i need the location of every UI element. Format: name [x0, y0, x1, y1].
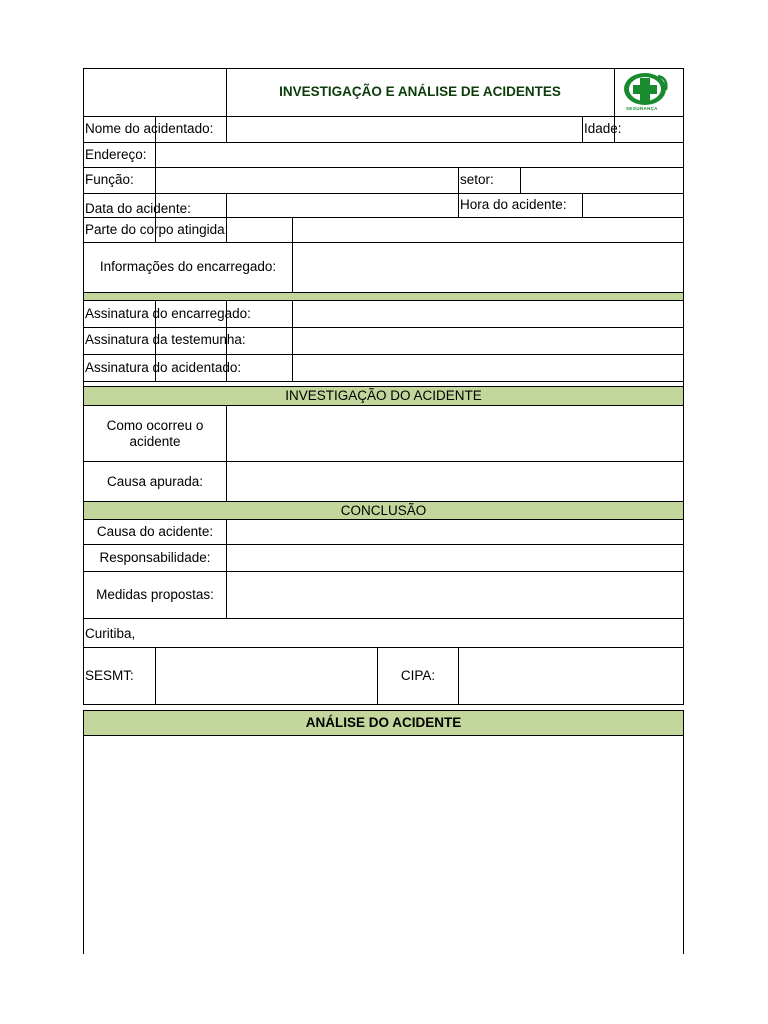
responsabilidade-field[interactable] [227, 545, 683, 571]
label-assinatura-testemunha: Assinatura da testemunha: [85, 332, 246, 347]
assinatura-testemunha-field[interactable] [293, 328, 683, 354]
label-info-encarregado: Informações do encarregado: [99, 259, 277, 274]
sesmt-field[interactable] [156, 648, 377, 704]
label-idade: Idade: [584, 121, 622, 136]
funcao-field[interactable] [156, 168, 458, 192]
causa-apurada-field[interactable] [227, 462, 683, 501]
label-funcao: Função: [85, 172, 134, 187]
cipa-field[interactable] [459, 648, 683, 704]
idade-field[interactable] [615, 117, 683, 141]
label-parte-corpo: Parte do corpo atingida: [85, 222, 229, 237]
parte-corpo-field[interactable] [293, 218, 683, 241]
label-como-ocorreu: Como ocorreu o acidente [106, 418, 204, 449]
logo [620, 70, 676, 114]
conclusao-heading: CONCLUSÃO [340, 503, 427, 518]
medidas-field[interactable] [227, 572, 683, 618]
data-field[interactable] [227, 194, 458, 216]
label-responsabilidade: Responsabilidade: [99, 550, 211, 565]
nome-field[interactable] [227, 117, 582, 141]
local-data-field[interactable] [140, 619, 683, 647]
page-title: INVESTIGAÇÃO E ANÁLISE DE ACIDENTES [279, 84, 561, 99]
assinatura-acidentado-field[interactable] [293, 355, 683, 381]
label-data: Data do acidente: [85, 201, 191, 216]
assinatura-encarregado-field[interactable] [293, 301, 683, 327]
logo-text: SEGURANÇA [626, 106, 658, 111]
investigacao-heading: INVESTIGAÇÃO DO ACIDENTE [285, 388, 482, 403]
label-causa-apurada: Causa apurada: [106, 474, 204, 489]
label-assinatura-acidentado: Assinatura do acidentado: [85, 360, 242, 375]
setor-field[interactable] [521, 168, 683, 192]
label-sesmt: SESMT: [85, 668, 134, 683]
label-cipa: CIPA: [400, 668, 436, 683]
label-medidas: Medidas propostas: [96, 587, 214, 602]
como-ocorreu-field[interactable] [227, 406, 683, 461]
analise-heading: ANÁLISE DO ACIDENTE [305, 715, 462, 730]
info-encarregado-field[interactable] [293, 243, 683, 292]
label-setor: setor: [460, 172, 494, 187]
endereco-field[interactable] [156, 143, 683, 166]
label-local: Curitiba, [85, 626, 136, 641]
causa-acidente-field[interactable] [227, 520, 683, 544]
label-assinatura-encarregado: Assinatura do encarregado: [85, 306, 251, 321]
label-causa-acidente: Causa do acidente: [96, 524, 214, 539]
hora-field[interactable] [583, 194, 683, 216]
label-hora: Hora do acidente: [460, 197, 567, 212]
label-endereco: Endereço: [85, 147, 147, 162]
analise-field[interactable] [84, 736, 683, 954]
label-nome: Nome do acidentado: [85, 121, 214, 136]
